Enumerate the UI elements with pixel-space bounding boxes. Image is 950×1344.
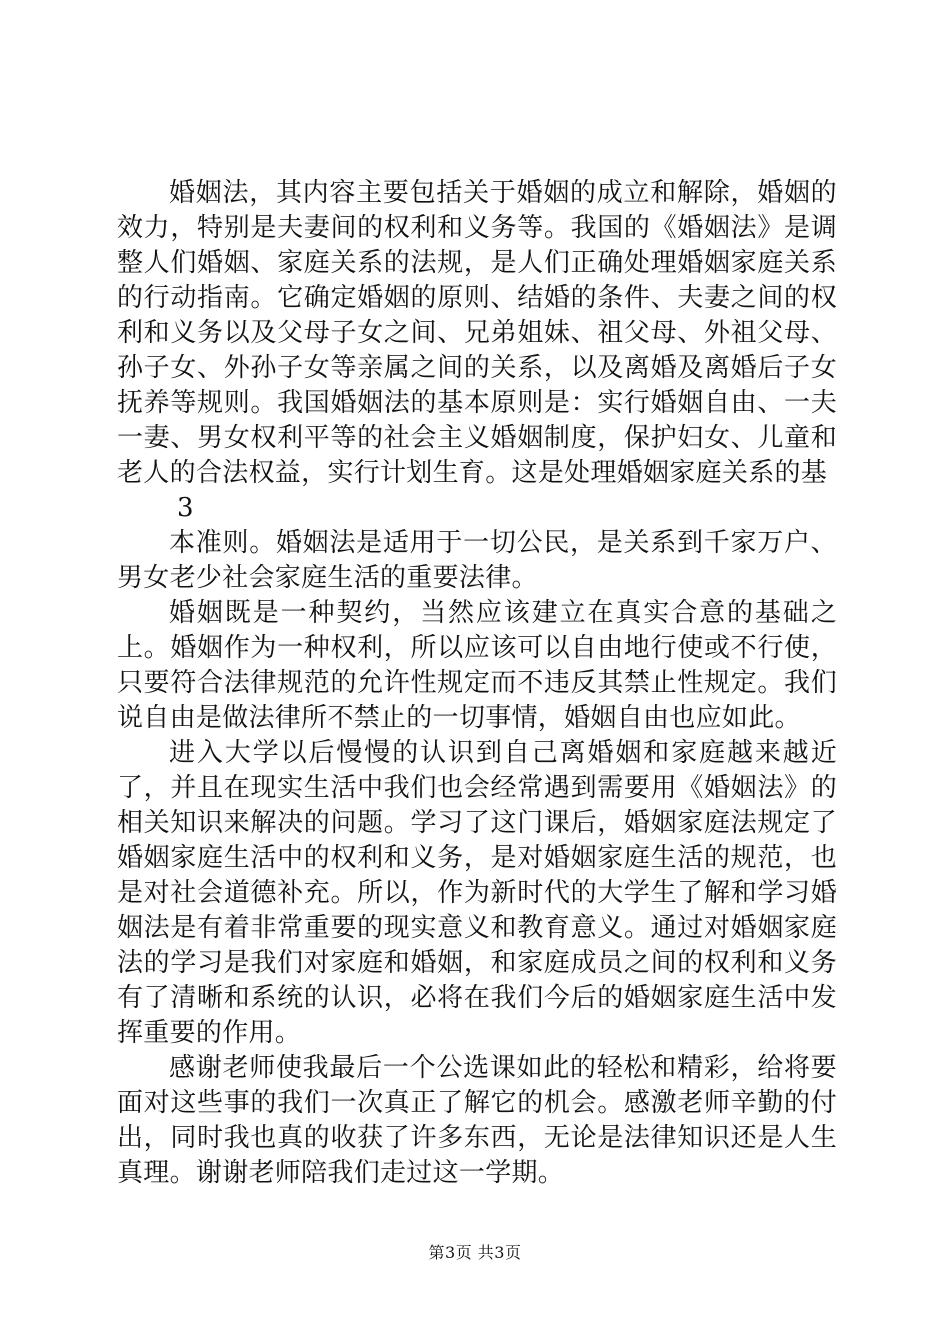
page-count-label: 第3页 共3页 — [428, 1243, 522, 1262]
page-footer — [0, 1243, 950, 1263]
paragraph: 婚姻法，其内容主要包括关于婚姻的成立和解除，婚姻的效力，特别是夫妻间的权利和义务等。我国的《婚姻法》是调整人们婚姻、家庭关系的法规，是人们正确处理婚姻家庭关系的行动指南。它确定婚姻的原则、结婚的条件、夫妻之间的权利和义务以及父母子女之间、兄弟姐妹、祖父母、外祖父母、孙子女、外孙子女等亲属之间的关系，以及离婚及离婚后子女抚养等规则。我国婚姻法的基本原则是：实行婚姻自由、一夫一妻、男女权利平等的社会主义婚姻制度，保护妇女、儿童和老人的合法权益，实行计划生育。这是处理婚姻家庭关系的基 — [117, 178, 837, 488]
paragraph: 进入大学以后慢慢的认识到自己离婚姻和家庭越来越近了，并且在现实生活中我们也会经常遇到需要用《婚姻法》的相关知识来解决的问题。学习了这门课后，婚姻家庭法规定了婚姻家庭生活中的权利和义务，是对婚姻家庭生活的规范，也是对社会道德补充。所以，作为新时代的大学生了解和学习婚姻法是有着非常重要的现实意义和教育意义。通过对婚姻家庭法的学习是我们对家庭和婚姻，和家庭成员之间的权利和义务有了清晰和系统的认识，必将在我们今后的婚姻家庭生活中发挥重要的作用。 — [117, 738, 837, 1048]
paragraph: 本准则。婚姻法是适用于一切公民，是关系到千家万户、男女老少社会家庭生活的重要法律。 — [117, 528, 837, 593]
document-body — [117, 176, 837, 1191]
paragraph: 婚姻既是一种契约，当然应该建立在真实合意的基础之上。婚姻作为一种权利，所以应该可以自由地行使或不行使，只要符合法律规范的允许性规定而不违反其禁止性规定。我们说自由是做法律所不禁止的一切事情，婚姻自由也应如此。 — [117, 598, 837, 733]
paragraph: 感谢老师使我最后一个公选课如此的轻松和精彩，给将要面对这些事的我们一次真正了解它的机会。感激老师辛勤的付出，同时我也真的收获了许多东西，无论是法律知识还是人生真理。谢谢老师陪我们走过这一学期。 — [117, 1053, 837, 1188]
page-number-marker: 3 — [177, 493, 194, 523]
